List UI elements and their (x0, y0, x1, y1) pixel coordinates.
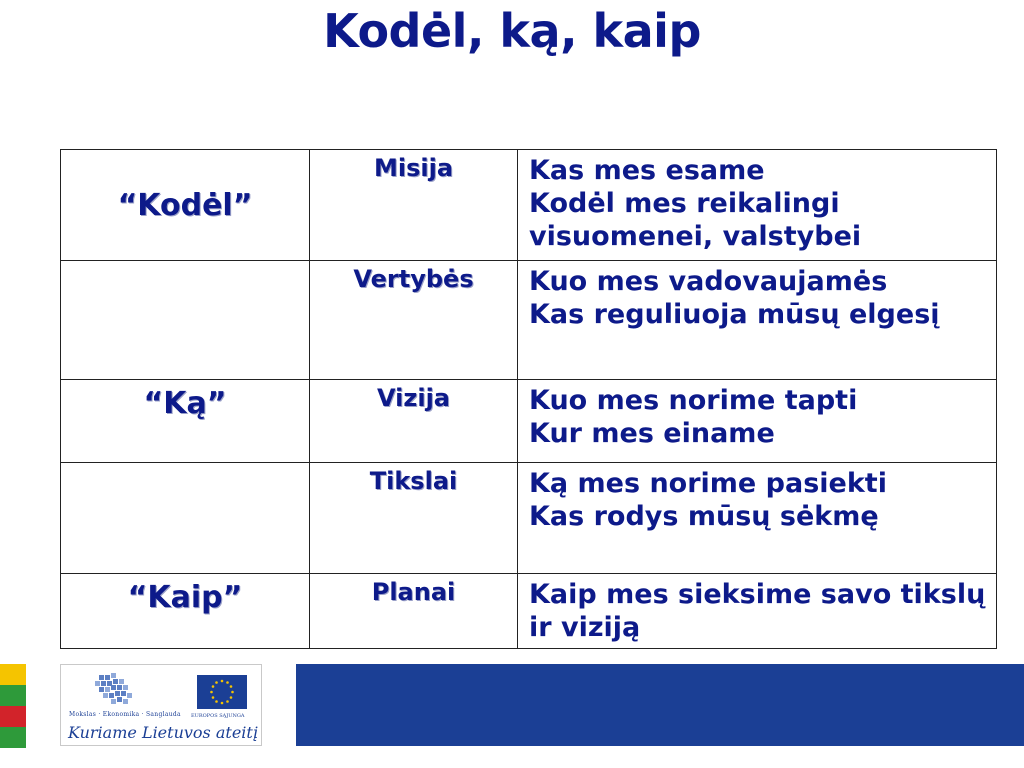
flag-band-green (0, 685, 26, 706)
framework-table (60, 149, 997, 649)
concept-label: Vertybės (353, 265, 474, 293)
lithuanian-flag-stripes (0, 664, 26, 746)
eu-funds-logo (60, 664, 262, 746)
concept-cell (310, 261, 518, 380)
description-cell (518, 150, 997, 261)
eu-label: EUROPOS SĄJUNGA (191, 713, 245, 719)
concept-cell (310, 463, 518, 574)
description-text: Kuo mes norime tapti Kur mes einame (529, 385, 858, 449)
flag-band-green (0, 727, 26, 748)
description-cell (518, 380, 997, 463)
description-text: Kuo mes vadovaujamės Kas reguliuoja mūsų elgesį (529, 266, 940, 330)
concept-label: Vizija (377, 384, 450, 412)
question-label (61, 463, 309, 469)
table-row (61, 261, 997, 380)
question-label: “Kodėl” (117, 188, 253, 223)
description-text: Kaip mes sieksime savo tikslų ir viziją (529, 579, 986, 643)
footer-bar (296, 664, 1024, 746)
question-cell (61, 150, 310, 261)
flag-band-yellow (0, 664, 26, 685)
logo-slogan: Kuriame Lietuvos ateitį (68, 723, 258, 742)
concept-cell (310, 574, 518, 649)
description-cell (518, 574, 997, 649)
table-row (61, 574, 997, 649)
description-cell (518, 261, 997, 380)
mosaic-map-icon (95, 673, 139, 707)
question-label (61, 261, 309, 267)
concept-label: Tikslai (369, 467, 458, 495)
question-label: “Ką” (143, 386, 227, 421)
concept-label: Misija (373, 154, 454, 182)
table-row (61, 150, 997, 261)
flag-band-red (0, 706, 26, 727)
slide-title: Kodėl, ką, kaip (323, 4, 701, 58)
table-row (61, 463, 997, 574)
concept-cell (310, 150, 518, 261)
question-cell (61, 463, 310, 574)
question-cell (61, 261, 310, 380)
eu-flag-icon (197, 675, 247, 709)
question-cell (61, 574, 310, 649)
description-text: Ką mes norime pasiekti Kas rodys mūsų sėkmę (529, 468, 887, 532)
question-label: “Kaip” (127, 580, 243, 615)
description-cell (518, 463, 997, 574)
concept-cell (310, 380, 518, 463)
concept-label: Planai (371, 578, 456, 606)
logo-motto: Mokslas · Ekonomika · Sanglauda (69, 711, 181, 718)
table-row (61, 380, 997, 463)
question-cell (61, 380, 310, 463)
description-text: Kas mes esame Kodėl mes reikalingi visuomenei, valstybei (529, 155, 862, 252)
